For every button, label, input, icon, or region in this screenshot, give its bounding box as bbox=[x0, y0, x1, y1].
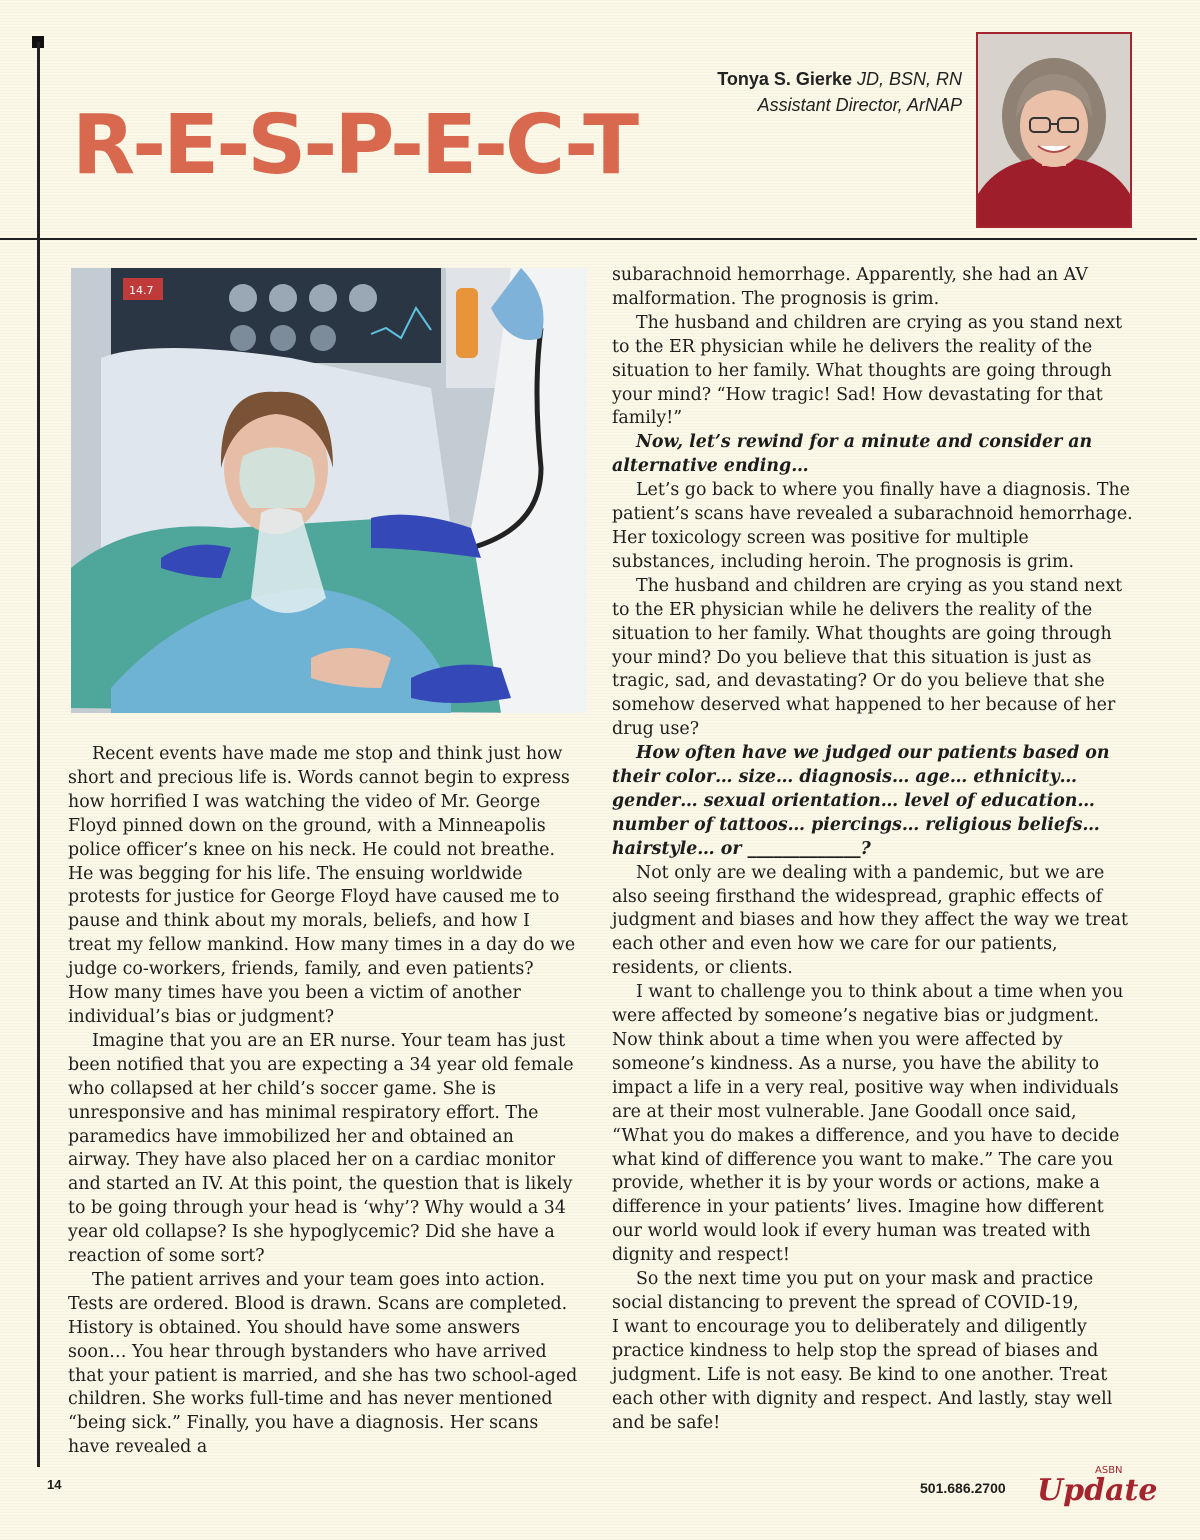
author-role: Assistant Director, ArNAP bbox=[757, 95, 962, 115]
author-block bbox=[717, 66, 962, 118]
paragraph: The husband and children are crying as you stand next to the ER physician while he delivers the reality of the situation to her family. What thoughts are going through your mind? Do you believe that this situation is just as tragic, sad, and devastating? Or do you believe that she somehow deserved what happened to her because of her drug use? bbox=[612, 575, 1123, 740]
header-divider bbox=[0, 238, 1197, 240]
paragraph: The husband and children are crying as you stand next to the ER physician while he delivers the reality of the situation to her family. What thoughts are going through your mind? “How tragic! Sad! How devastating for that family!” bbox=[612, 312, 1123, 429]
monitor-reading: 14.7 bbox=[129, 284, 154, 297]
svg-text:Update: Update bbox=[1037, 1473, 1158, 1508]
paragraph: Let’s go back to where you finally have a diagnosis. The patient’s scans have revealed a subarachnoid hemorrhage. Her toxicology screen was positive for multiple substances, including heroin. The prognosis is grim. bbox=[612, 480, 1133, 572]
asbn-update-logo bbox=[1035, 1460, 1165, 1508]
author-credentials: JD, BSN, RN bbox=[856, 69, 962, 89]
paragraph: The patient arrives and your team goes into action. Tests are ordered. Blood is drawn. Scans are completed. History is obtained. You should have some answers soon… You hear through bystanders who have arrived that your patient is married, and she has two school-aged children. She works full-time and has never mentioned “being sick.” Finally, you have a diagnosis. Her scans have revealed a bbox=[68, 1269, 578, 1458]
page-number: 14 bbox=[47, 1477, 62, 1492]
article-column-left bbox=[68, 743, 578, 1460]
author-portrait bbox=[976, 32, 1132, 228]
vertical-rule bbox=[37, 42, 40, 1467]
svg-text:ASBN: ASBN bbox=[1095, 1465, 1123, 1476]
paragraph: So the next time you put on your mask and practice social distancing to prevent the spread of COVID-19, bbox=[612, 1269, 1094, 1313]
author-name: Tonya S. Gierke bbox=[717, 69, 852, 89]
paragraph: Imagine that you are an ER nurse. Your team has just been notified that you are expecting a 34 year old female who collapsed at her child’s soccer game. She is unresponsive and has minimal respiratory effort. The paramedics have immobilized her and obtained an airway. They have also placed her on a cardiac monitor and started an IV. At this point, the question that is likely to be going through your head is ‘why’? Why would a 34 year old collapse? Is she hypoglycemic? Did she have a reaction of some sort? bbox=[68, 1030, 574, 1267]
footer-phone: 501.686.2700 bbox=[920, 1480, 1006, 1496]
paragraph: I want to encourage you to deliberately and diligently practice kindness to help stop the spread of biases and judgment. Life is not easy. Be kind to one another. Treat each other with dignity and respect. And lastly, stay well and be safe! bbox=[612, 1316, 1113, 1433]
paragraph-continuation: subarachnoid hemorrhage. Apparently, she had an AV malformation. The prognosis is grim. bbox=[612, 265, 1088, 309]
article-column-right bbox=[612, 264, 1137, 1435]
paragraph: I want to challenge you to think about a time when you were affected by someone’s negative bias or judgment. Now think about a time when you were affected by someone’s kindness. As a nurse, you have the ability to impact a life in a very real, positive way when individuals are at their most vulnerable. Jane Goodall once said, “What you do makes a difference, and you have to decide what kind of difference you want to make.” The care you provide, whether it is by your words or actions, make a difference in your patients’ lives. Imagine how different our world would look if every human was treated with dignity and respect! bbox=[612, 982, 1124, 1266]
paragraph: Recent events have made me stop and think just how short and precious life is. Words cannot begin to express how horrified I was watching the video of Mr. George Floyd pinned down on the ground, with a Minneapolis police officer’s knee on his neck. He could not breathe. He was begging for his life. The ensuing worldwide protests for justice for George Floyd have caused me to pause and think about my morals, beliefs, and how I treat my fellow mankind. How many times in a day do we judge co-workers, friends, family, and even patients? How many times have you been a victim of another individual’s bias or judgment? bbox=[68, 744, 576, 1027]
article-title: R-E-S-P-E-C-T bbox=[72, 98, 637, 193]
emphasis-paragraph: Now, let’s rewind for a minute and consider an alternative ending… bbox=[612, 432, 1093, 477]
emphasis-paragraph: How often have we judged our patients based on their color… size… diagnosis… age… ethnicity… gender… sexual orientation… level of education… number of tattoos… piercings… religious beliefs… hairstyle… or _____________? bbox=[612, 743, 1110, 859]
paragraph: Not only are we dealing with a pandemic, but we are also seeing firsthand the widespread, graphic effects of judgment and biases and how they affect the way we treat each other and even how we care for our patients, residents, or clients. bbox=[612, 862, 1129, 979]
er-patient-photo bbox=[71, 268, 587, 713]
